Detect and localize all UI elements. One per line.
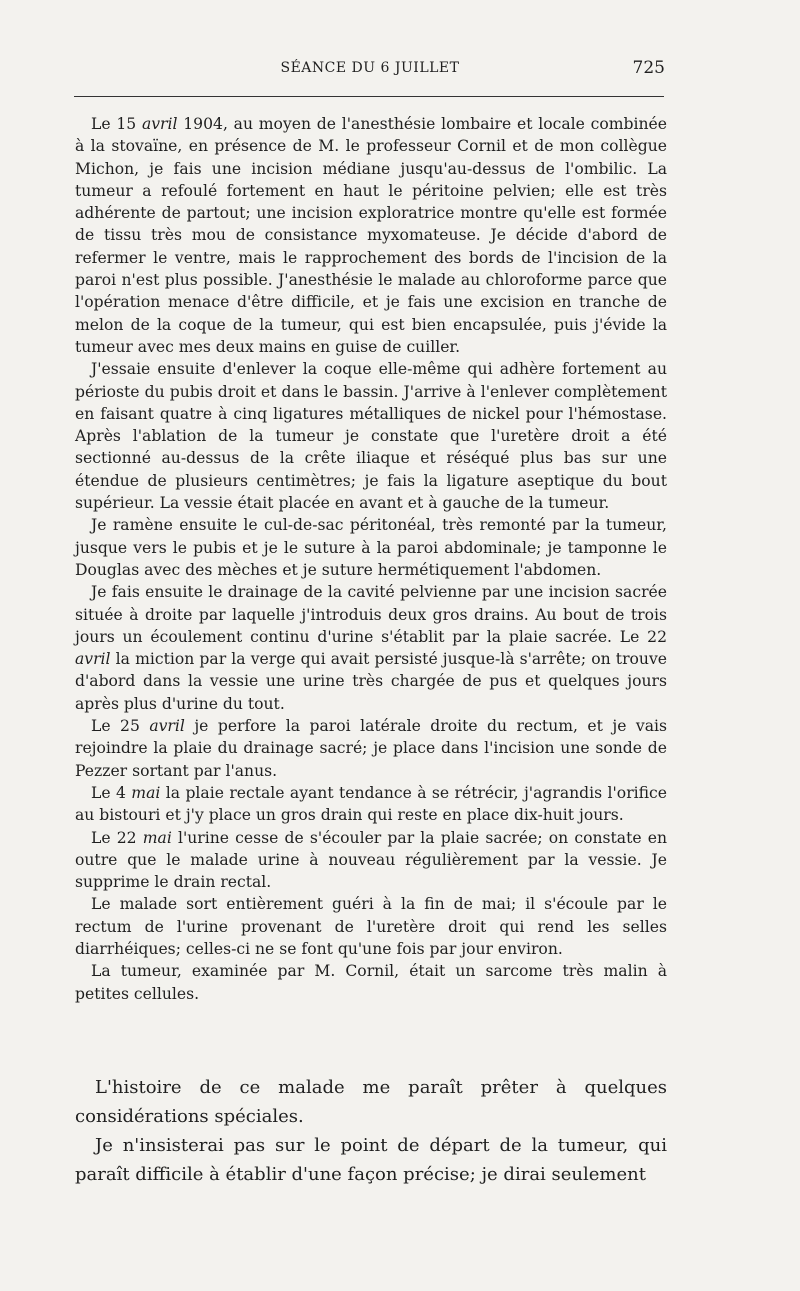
paragraph: La tumeur, examinée par M. Cornil, était un sarcome très malin à petites cellules.: [75, 962, 667, 1003]
paragraph: Je ramène ensuite le cul-de-sac péritonéal, très remonté par la tumeur, jusque vers le pubis et je le suture à la paroi abdominale; je tamponne le Douglas avec des mèches et je suture hermétiquement l'abdomen.: [75, 516, 667, 579]
paragraph: Je n'insisterai pas sur le point de départ de la tumeur, qui paraît difficile à établir d'une façon précise; je dirai seulement: [75, 1135, 667, 1185]
running-title: SÉANCE DU 6 JUILLET: [280, 60, 460, 76]
paragraph: Le malade sort entièrement guéri à la fin de mai; il s'écoule par le rectum de l'urine provenant de l'uretère droit qui rend les selles diarrhéiques; celles-ci ne se font qu'une fois par jour environ.: [75, 895, 667, 958]
paragraph: Je fais ensuite le drainage de la cavité pelvienne par une incision sacrée située à droite par laquelle j'introduis deux gros drains. Au bout de trois jours un écoulement continu d'urine s'établit par la plaie sacrée. Le 22 avril la miction par la verge qui avait persisté jusque-là s'arrête; on trouve d'abord dans la vessie une urine très chargée de pus et quelques jours après plus d'urine du tout.: [75, 583, 667, 713]
paragraph: Le 15 avril 1904, au moyen de l'anesthésie lombaire et locale combinée à la stovaïne, en présence de M. le professeur Cornil et de mon collègue Michon, je fais une incision médiane jusqu'au-dessus de l'ombilic. La tumeur a refoulé fortement en haut le péritoine pelvien; elle est très adhérente de partout; une incision exploratrice montre qu'elle est formée de tissu très mou de consistance myxomateuse. Je décide d'abord de refermer le ventre, mais le rapprochement des bords de l'incision de la paroi n'est plus possible. J'anesthésie le malade au chloroforme parce que l'opération menace d'être difficile, et je fais une excision en tranche de melon de la coque de la tumeur, qui est bien encapsulée, puis j'évide la tumeur avec mes deux mains en guise de cuiller.: [75, 115, 667, 356]
header-rule: [74, 96, 664, 97]
discussion: [75, 1073, 667, 1189]
page-number: 725: [632, 58, 665, 78]
paragraph: Le 22 mai l'urine cesse de s'écouler par la plaie sacrée; on constate en outre que le malade urine à nouveau régulièrement par la vessie. Je supprime le drain rectal.: [75, 828, 667, 892]
paragraph: J'essaie ensuite d'enlever la coque elle-même qui adhère fortement au périoste du pubis droit et dans le bassin. J'arrive à l'enlever complètement en faisant quatre à cinq ligatures métalliques de nickel pour l'hémostase. Après l'ablation de la tumeur je constate que l'uretère droit a été sectionné au-dessus de la crête iliaque et réséqué plus bas sur une étendue de plusieurs centimètres; je fais la ligature aseptique du bout supérieur. La vessie était placée en avant et à gauche de la tumeur.: [75, 360, 667, 513]
paragraph: Le 25 avril je perfore la paroi latérale droite du rectum, et je vais rejoindre la plaie du drainage sacré; je place dans l'incision une sonde de Pezzer sortant par l'anus.: [75, 717, 667, 780]
case-report: [75, 113, 667, 1005]
page-header: [75, 58, 665, 84]
paragraph: Le 4 mai la plaie rectale ayant tendance à se rétrécir, j'agrandis l'orifice au bistouri et j'y place un gros drain qui reste en place dix-huit jours.: [75, 783, 667, 825]
paragraph: L'histoire de ce malade me paraît prêter à quelques considérations spéciales.: [75, 1077, 667, 1127]
